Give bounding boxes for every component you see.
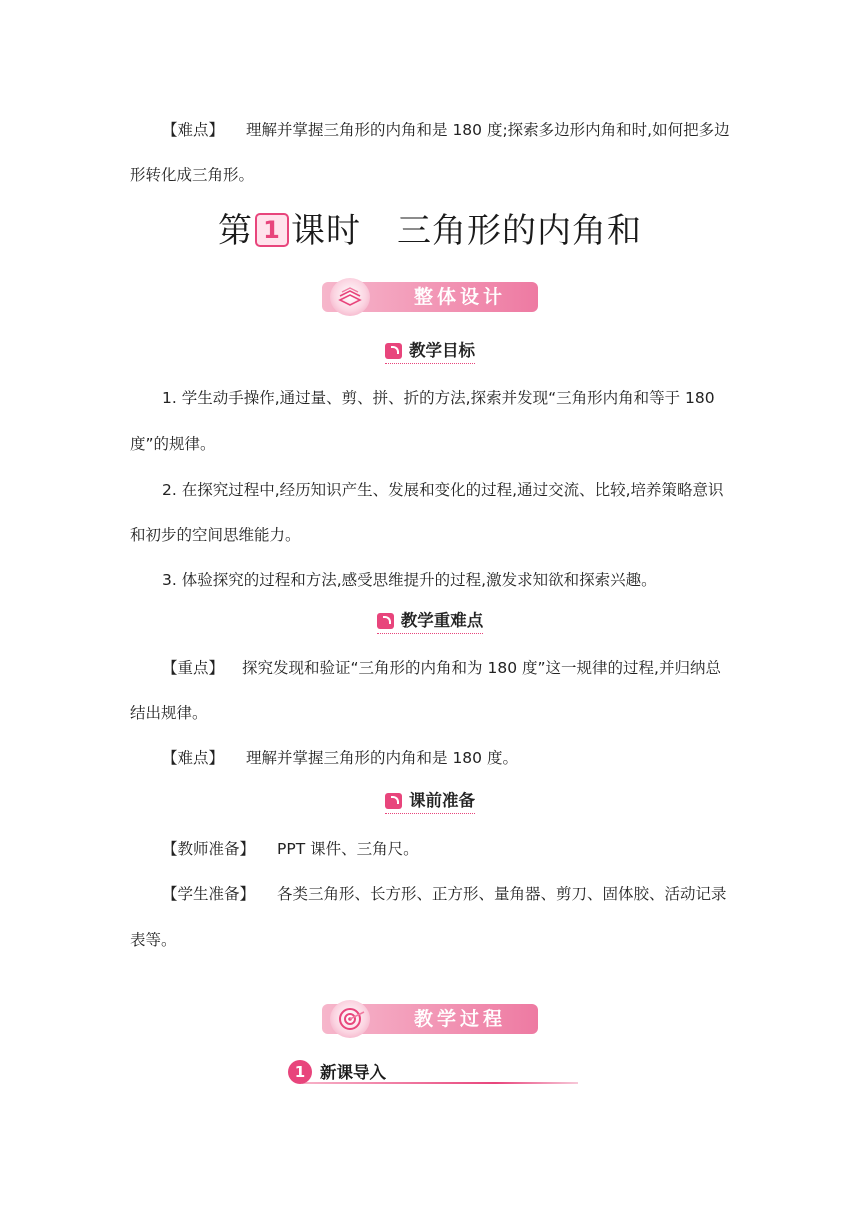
- teacher-prep-tag: 【教师准备】: [162, 840, 256, 858]
- difficulty-text: 理解并掌握三角形的内角和是 180 度。: [246, 749, 518, 767]
- bookmark-icon: [385, 343, 402, 359]
- target-icon: [330, 1000, 370, 1038]
- book-icon: [330, 278, 370, 316]
- student-prep-line2: 表等。: [130, 931, 177, 949]
- key-points-heading-text: 教学重难点: [400, 611, 484, 630]
- preparation-heading: [0, 789, 860, 814]
- difficulty-line: [162, 746, 730, 770]
- step-number-badge: 1: [288, 1060, 312, 1084]
- bookmark-icon: [385, 793, 402, 809]
- lesson-title-suffix: 课时: [291, 211, 361, 251]
- difficulty-tag: 【难点】: [162, 749, 225, 767]
- difficulty-text: 理解并掌握三角形的内角和是 180 度;探索多边形内角和时,如何把多边: [246, 121, 730, 139]
- key-points-heading: [0, 609, 860, 634]
- difficulty-tag: 【难点】: [162, 121, 225, 139]
- student-prep-tag: 【学生准备】: [162, 885, 256, 903]
- student-prep-text: 各类三角形、长方形、正方形、量角器、剪刀、固体胶、活动记录: [277, 885, 727, 903]
- bookmark-icon: [377, 613, 394, 629]
- goals-heading-text: 教学目标: [409, 341, 475, 360]
- lesson-title-name: 三角形的内角和: [397, 211, 642, 251]
- key-text: 探究发现和验证“三角形的内角和为 180 度”这一规律的过程,并归纳总: [242, 659, 721, 677]
- goals-heading: [0, 339, 860, 364]
- step-new-lesson-intro: [288, 1058, 578, 1086]
- teacher-prep-text: PPT 课件、三角尺。: [277, 840, 419, 858]
- key-point-line2: 结出规律。: [130, 704, 208, 722]
- student-prep-line1: [162, 882, 730, 906]
- overall-design-banner: [322, 282, 538, 312]
- top-difficulty-line2: 形转化成三角形。: [130, 166, 255, 184]
- goal-2-line1: 2. 在探究过程中,经历知识产生、发展和变化的过程,通过交流、比较,培养策略意识: [162, 481, 724, 499]
- lesson-title: [0, 208, 860, 254]
- teaching-process-label: 教学过程: [413, 1008, 506, 1030]
- step-label: 新课导入: [320, 1063, 386, 1082]
- lesson-title-prefix: 第: [218, 211, 253, 251]
- top-difficulty-line1: [162, 118, 730, 142]
- key-tag: 【重点】: [162, 659, 225, 677]
- overall-design-label: 整体设计: [413, 286, 506, 308]
- teaching-process-banner: [322, 1004, 538, 1034]
- goal-1-line2: 度”的规律。: [130, 435, 216, 453]
- teacher-prep-line: [162, 837, 730, 861]
- goal-1-line1: 1. 学生动手操作,通过量、剪、拼、折的方法,探索并发现“三角形内角和等于 180: [162, 389, 715, 407]
- preparation-heading-text: 课前准备: [409, 791, 475, 810]
- goal-2-line2: 和初步的空间思维能力。: [130, 526, 301, 544]
- goal-3-line1: 3. 体验探究的过程和方法,感受思维提升的过程,激发求知欲和探索兴趣。: [162, 571, 657, 589]
- key-point-line1: [162, 656, 730, 680]
- lesson-number-badge: 1: [255, 213, 289, 247]
